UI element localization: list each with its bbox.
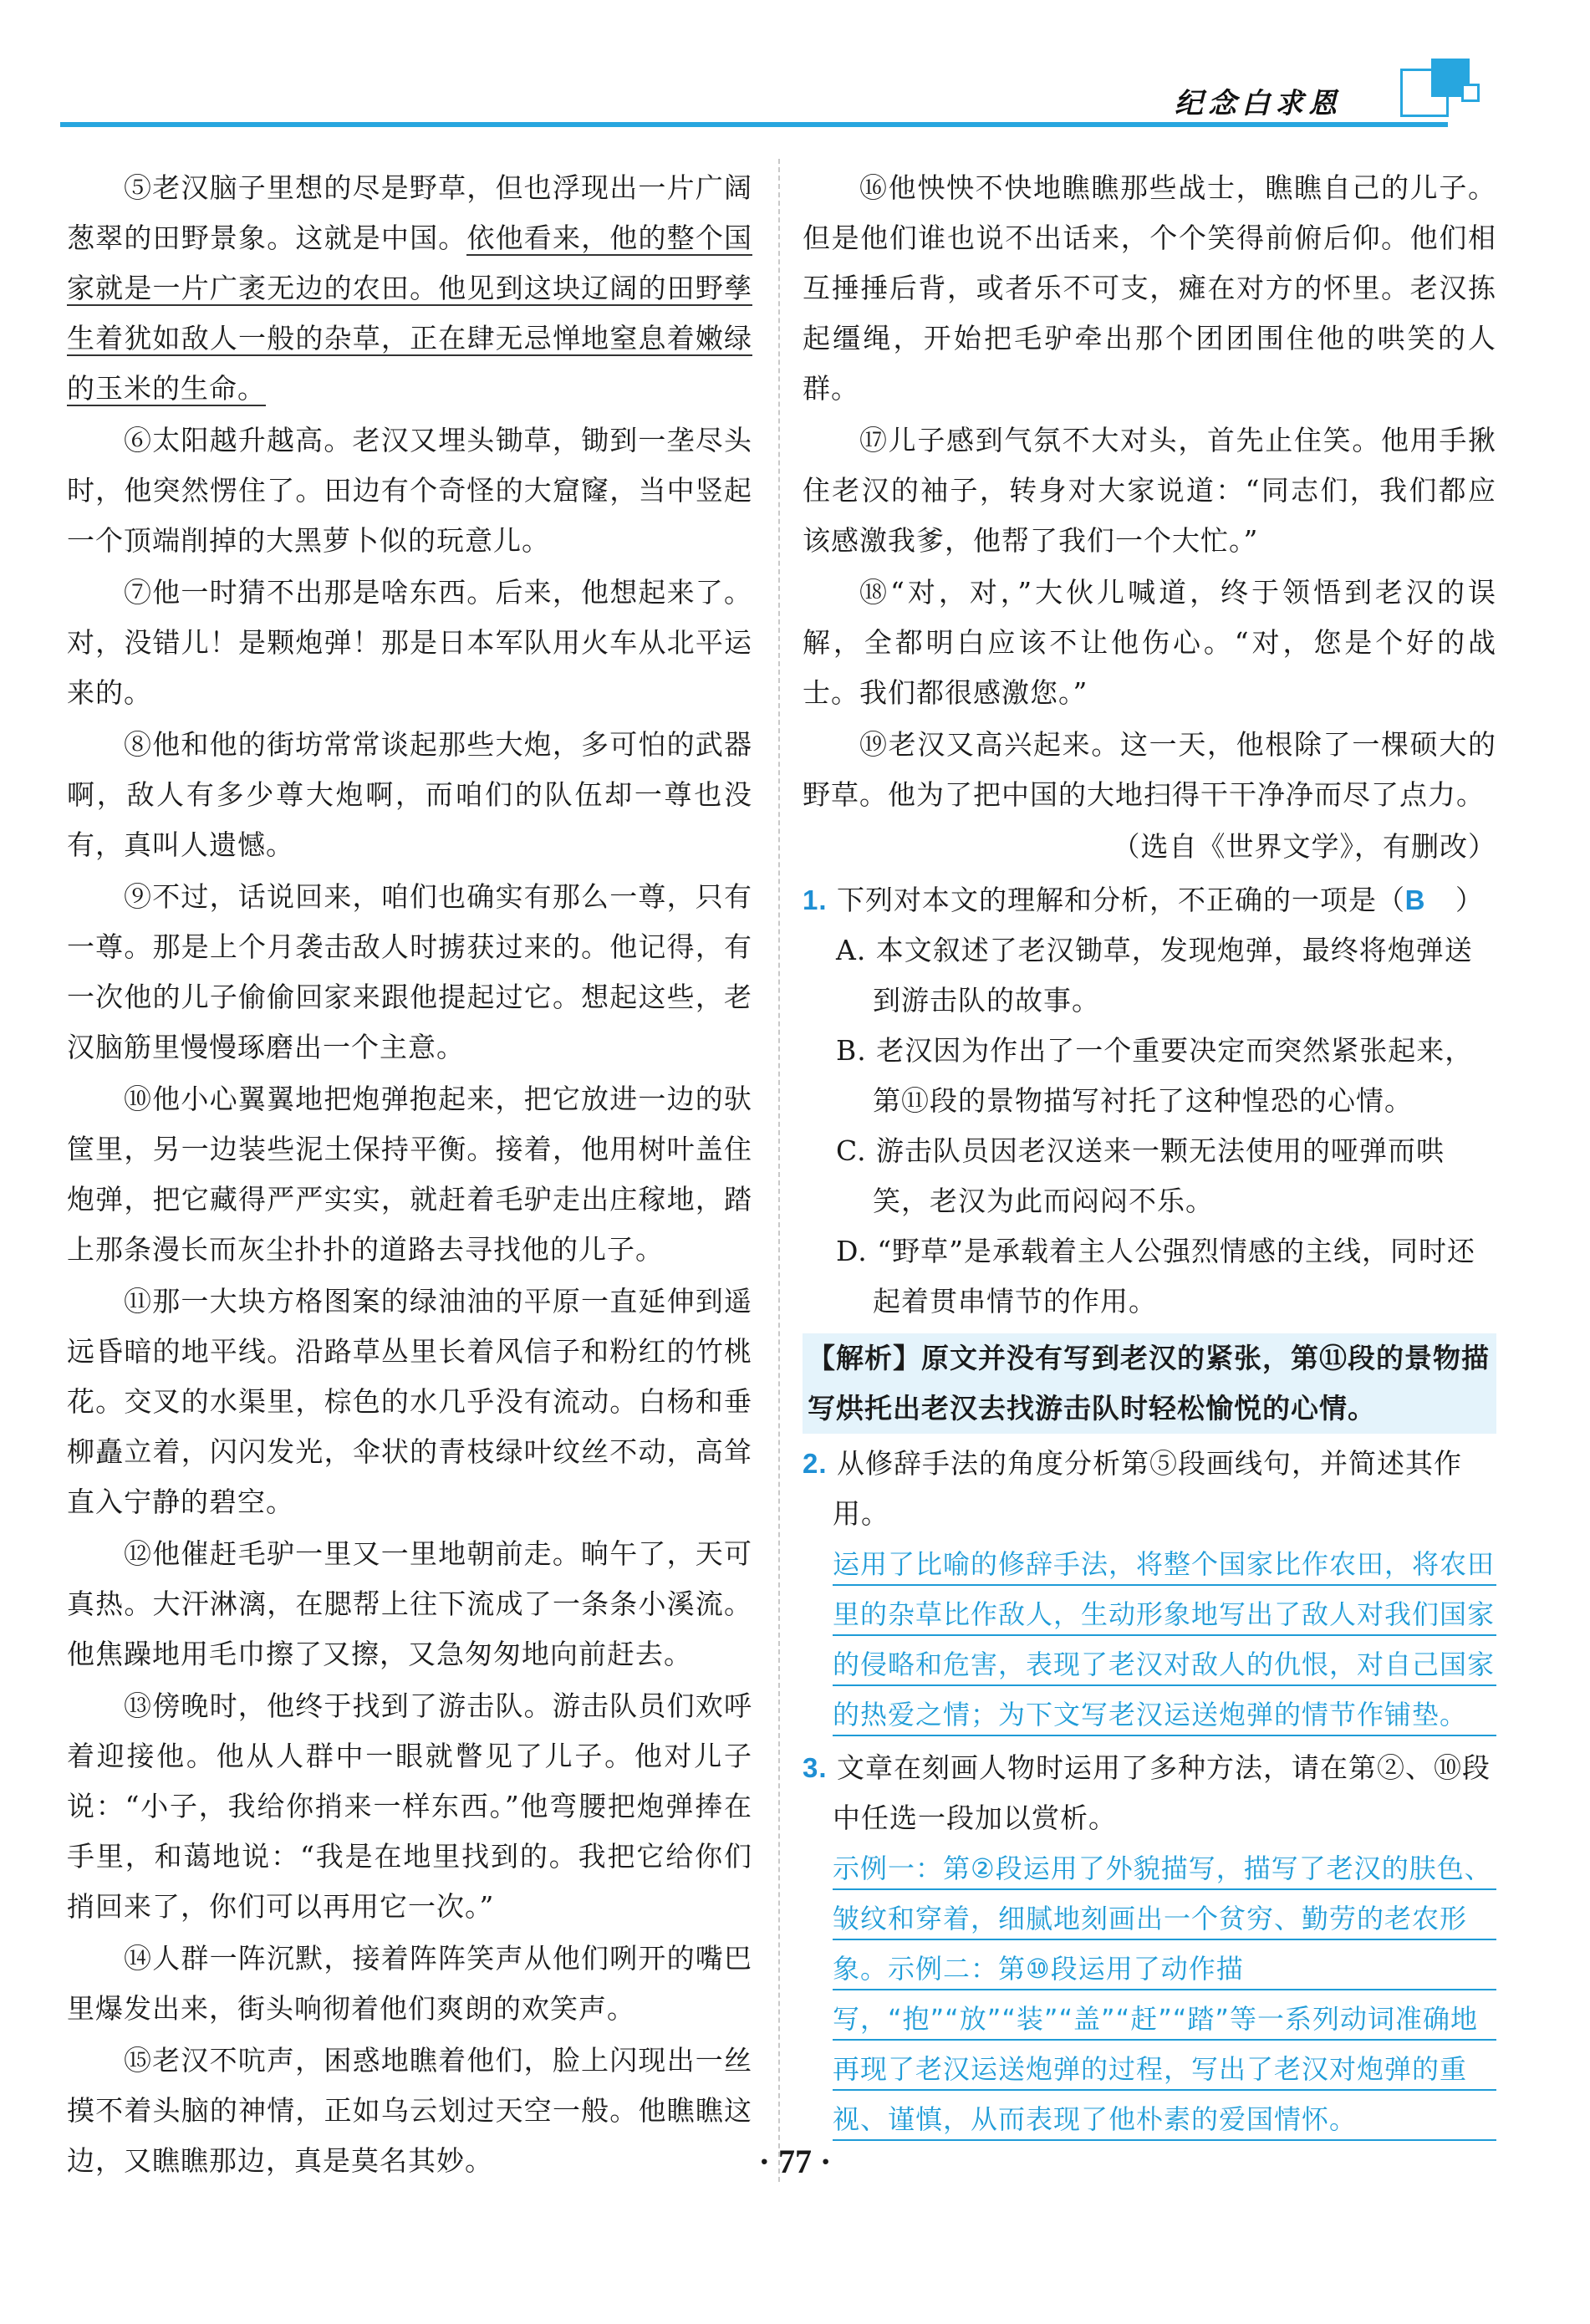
paragraph-5-text: ⑤老汉脑子里想的尽是野草，但也浮现出一片广阔葱翠的田野景象。这就是中国。 <box>67 171 752 254</box>
paragraph-18: ⑱“对，对，”大伙儿喊道，终于领悟到老汉的误解，全都明白应该不让他伤心。“对，您是个好的战士。我们都很感激您。” <box>803 576 1496 709</box>
paragraph-9: ⑨不过，话说回来，咱们也确实有那么一尊，只有一尊。那是上个月袭击敌人时掳获过来的。他记得，有一次他的儿子偷偷回家来跟他提起过它。想起这些，老汉脑筋里慢慢琢磨出一个主意。 <box>67 880 752 1063</box>
paragraph-5 <box>67 163 752 414</box>
option-c: C. 游击队员因老汉送来一颗无法使用的哑弹而哄笑，老汉为此而闷闷不乐。 <box>836 1134 1445 1217</box>
header-rule <box>60 122 1448 127</box>
paragraph-17: ⑰儿子感到气氛不大对头，首先止住笑。他用手揪住老汉的袖子，转身对大家说道：“同志们，我们都应该感激我爹，他帮了我们一个大忙。” <box>803 424 1496 557</box>
question-3-answer: 示例一：第②段运用了外貌描写，描写了老汉的肤色、皱纹和穿着，细腻地刻画出一个贫穷、勤劳的老农形象。示例二：第⑩段运用了动作描写，“抱”“放”“装”“盖”“赶”“踏”等一系列动词准确地再现了老汉运送炮弹的过程，写出了老汉对炮弹的重视、谨慎，从而表现了他朴素的爱国情怀。 <box>833 1843 1496 2144</box>
paragraph-11: ⑪那一大块方格图案的绿油油的平原一直延伸到遥远昏暗的地平线。沿路草丛里长着风信子和粉红的竹桃花。交叉的水渠里，棕色的水几乎没有流动。白杨和垂柳矗立着，闪闪发光，伞状的青枝绿叶纹丝不动，高耸直入宁静的碧空。 <box>67 1285 752 1518</box>
paragraph-13: ⑬傍晚时，他终于找到了游击队。游击队员们欢呼着迎接他。他从人群中一眼就瞥见了儿子。他对儿子说：“小子，我给你捎来一样东西。”他弯腰把炮弹捧在手里，和蔼地说：“我是在地里找到的。我把它给你们捎回来了，你们可以再用它一次。” <box>67 1689 752 1923</box>
paragraph-12: ⑫他催赶毛驴一里又一里地朝前走。晌午了，天可真热。大汗淋漓，在腮帮上往下流成了一条条小溪流。他焦躁地用毛巾擦了又擦，又急匆匆地向前赶去。 <box>67 1537 752 1670</box>
analysis-tag: 【解析】 <box>808 1342 921 1374</box>
paragraph-19: ⑲老汉又高兴起来。这一天，他根除了一棵硕大的野草。他为了把中国的大地扫得干干净净而尽了点力。 <box>803 728 1496 811</box>
paragraph-8: ⑧他和他的街坊常常谈起那些大炮，多可怕的武器啊，敌人有多少尊大炮啊，而咱们的队伍却一尊也没有，真叫人遗憾。 <box>67 728 752 861</box>
paragraph-6: ⑥太阳越升越高。老汉又埋头锄草，锄到一垄尽头时，他突然愣住了。田边有个奇怪的大窟窿，当中竖起一个顶端削掉的大黑萝卜似的玩意儿。 <box>67 424 752 557</box>
source-citation: （选自《世界文学》，有删改） <box>1112 830 1496 863</box>
question-2-answer: 运用了比喻的修辞手法，将整个国家比作农田，将农田里的杂草比作敌人，生动形象地写出了敌人对我们国家的侵略和危害，表现了老汉对敌人的仇恨，对自己国家的热爱之情；为下文写老汉运送炮弹的情节作铺垫。 <box>833 1539 1496 1740</box>
paragraph-14: ⑭人群一阵沉默，接着阵阵笑声从他们咧开的嘴巴里爆发出来，街头响彻着他们爽朗的欢笑声。 <box>67 1942 752 2025</box>
header-decoration-small-square <box>1461 84 1480 102</box>
option-b: B. 老汉因为作出了一个重要决定而突然紧张起来，第⑪段的景物描写衬托了这种惶恐的心情。 <box>836 1034 1474 1117</box>
question-2-number: 2. <box>803 1448 828 1479</box>
left-column <box>67 163 752 2188</box>
question-1-stem: 下列对本文的理解和分析，不正确的一项是（ <box>837 884 1406 916</box>
column-divider <box>778 159 780 2182</box>
question-1 <box>803 875 1496 925</box>
question-2-stem: 从修辞手法的角度分析第⑤段画线句，并简述其作用。 <box>833 1447 1463 1530</box>
question-1-number: 1. <box>803 884 828 915</box>
page-number: · 77 · <box>758 2143 832 2180</box>
question-2 <box>803 1439 1496 1539</box>
underlined-sentence: 依他看来，他的整个国家就是一片广袤无边的农田。他见到这块辽阔的田野孳生着犹如敌人一般的杂草，正在肆无忌惮地窒息着嫩绿的玉米的生命。 <box>67 222 753 405</box>
question-3 <box>803 1743 1496 1843</box>
question-1-stem-end: ） <box>1455 884 1485 916</box>
paragraph-16: ⑯他怏怏不快地瞧瞧那些战士，瞧瞧自己的儿子。但是他们谁也说不出话来，个个笑得前俯后仰。他们相互捶捶后背，或者乐不可支，瘫在对方的怀里。老汉拣起缰绳，开始把毛驴牵出那个团团围住他的哄笑的人群。 <box>803 171 1496 405</box>
analysis-text: 原文并没有写到老汉的紧张，第⑪段的景物描写烘托出老汉去找游击队时轻松愉悦的心情。 <box>808 1342 1490 1424</box>
question-3-stem: 文章在刻画人物时运用了多种方法，请在第②、⑩段中任选一段加以赏析。 <box>833 1751 1491 1834</box>
paragraph-15: ⑮老汉不吭声，困惑地瞧着他们，脸上闪现出一丝摸不着头脑的神情，正如乌云划过天空一般。他瞧瞧这边，又瞧瞧那边，真是莫名其妙。 <box>67 2044 752 2177</box>
header-title: 纪念白求恩 <box>1175 87 1342 120</box>
question-1-answer: B <box>1404 884 1426 915</box>
question-3-number: 3. <box>803 1752 828 1783</box>
right-column <box>803 163 1496 2148</box>
paragraph-7: ⑦他一时猜不出那是啥东西。后来，他想起来了。对，没错儿！是颗炮弹！那是日本军队用火车从北平运来的。 <box>67 576 752 709</box>
option-a: A. 本文叙述了老汉锄草，发现炮弹，最终将炮弹送到游击队的故事。 <box>836 934 1473 1017</box>
option-d: D. “野草”是承载着主人公强烈情感的主线，同时还起着贯串情节的作用。 <box>836 1235 1476 1317</box>
paragraph-10: ⑩他小心翼翼地把炮弹抱起来，把它放进一边的驮筐里，另一边装些泥土保持平衡。接着，他用树叶盖住炮弹，把它藏得严严实实，就赶着毛驴走出庄稼地，踏上那条漫长而灰尘扑扑的道路去寻找他的儿子。 <box>67 1083 752 1266</box>
question-1-analysis <box>803 1333 1496 1434</box>
